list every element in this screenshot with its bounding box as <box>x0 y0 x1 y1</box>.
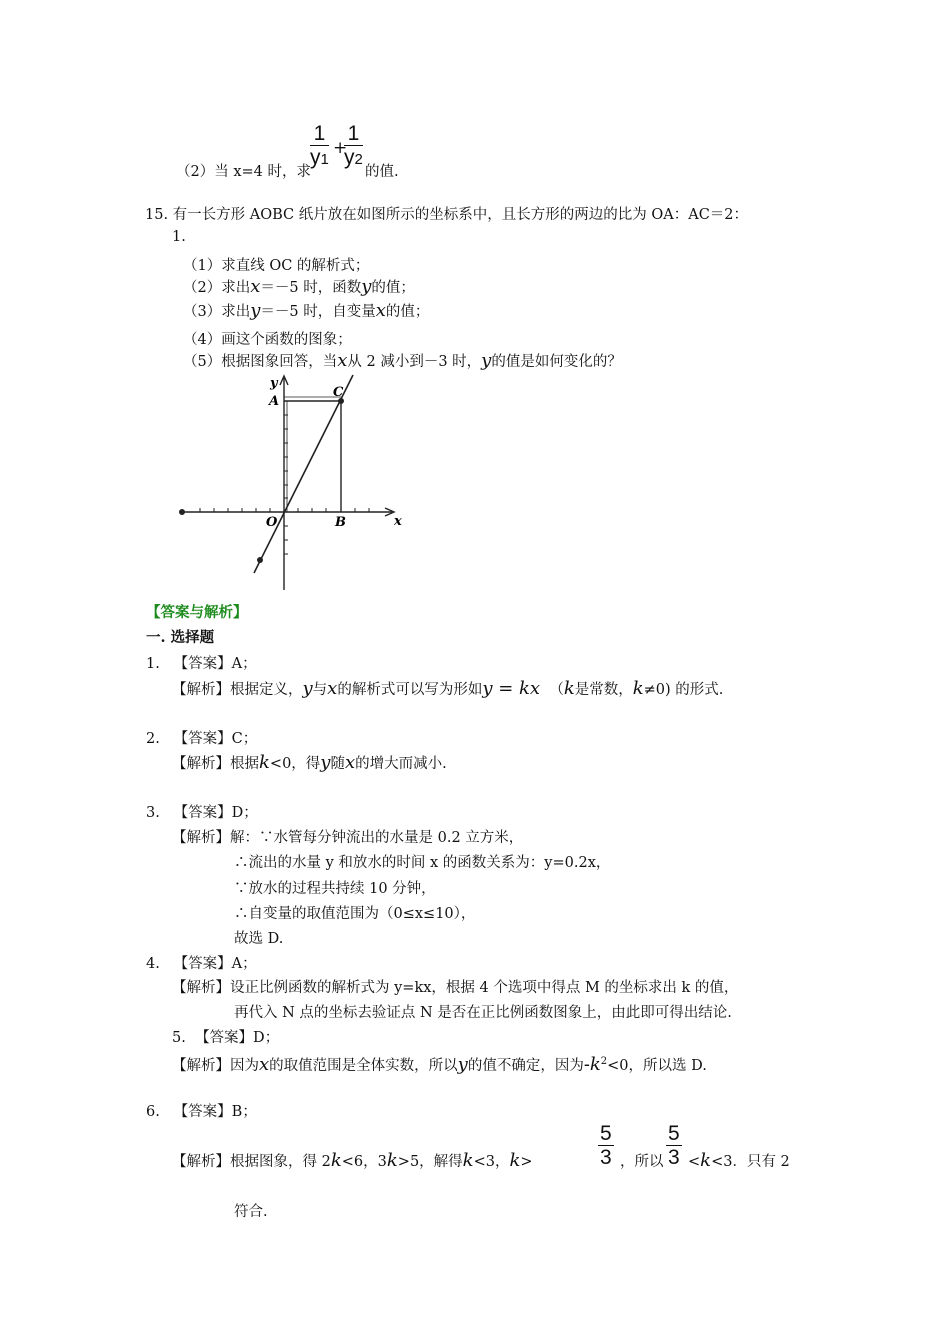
fraction-5-over-3-b: $\frac{5}{3}$ <box>668 1122 680 1170</box>
fraction-5-over-3-a: $\frac{5}{3}$ <box>600 1122 612 1170</box>
explanation-1: 【解析】根据定义，y与x的解析式可以写为形如y = kx （k是常数，k≠0) 的形式. <box>172 678 724 699</box>
q15-stem: 15. 有一长方形 AOBC 纸片放在如图所示的坐标系中，且长方形的两边的比为 OA：AC＝2： <box>145 207 749 223</box>
answer-6: 6. 【答案】B； <box>146 1104 257 1120</box>
q15-part1: （1）求直线 OC 的解析式； <box>183 258 370 274</box>
label-b: B <box>335 515 346 530</box>
q14-part2-prefix: （2）当 x=4 时，求 <box>176 164 311 180</box>
explanation-6-cont: 符合. <box>234 1204 268 1220</box>
label-c: C <box>333 385 344 400</box>
explanation-5: 【解析】因为x的取值范围是全体实数，所以y的值不确定，因为$-k^2<0$，所以选 D. <box>172 1054 707 1075</box>
q15-stem-cont: 1. <box>172 229 186 245</box>
explanation-2: 【解析】根据k<0，得y随x的增大而减小. <box>172 752 447 773</box>
label-o: O <box>266 515 278 530</box>
q15-part4: （4）画这个函数的图象； <box>183 332 352 348</box>
answer-4: 4. 【答案】A； <box>146 956 257 972</box>
section-choice: 一. 选择题 <box>146 629 215 646</box>
q14-part2-suffix: 的值. <box>365 164 399 180</box>
answer-1: 1. 【答案】A； <box>146 656 257 672</box>
point-left-dot <box>179 509 185 515</box>
plus-sign: + <box>333 138 348 158</box>
fraction-1-over-y1: $\frac{1}{y1}$ <box>310 122 329 170</box>
answer-3: 3. 【答案】D； <box>146 805 258 821</box>
label-y: y <box>270 376 278 391</box>
answers-heading: 【答案与解析】 <box>146 604 248 621</box>
answer-5: 5. 【答案】D； <box>172 1030 280 1046</box>
explanation-4-line2: 再代入 N 点的坐标去验证点 N 是否在正比例函数图象上，由此即可得出结论. <box>234 1005 732 1021</box>
answer-2: 2. 【答案】C； <box>146 731 258 747</box>
explanation-3-line5: 故选 D. <box>234 931 284 947</box>
fraction-1-over-y2: $\frac{1}{y2}$ <box>344 122 363 170</box>
point-lower-dot <box>257 557 263 563</box>
explanation-3-line1: 【解析】解：∵水管每分钟流出的水量是 0.2 立方米， <box>172 830 524 846</box>
explanation-3-line2: ∴流出的水量 y 和放水的时间 x 的函数关系为：y=0.2x， <box>234 855 611 871</box>
q15-part5: （5）根据图象回答，当x从 2 减小到－3 时，y的值是如何变化的？ <box>183 350 622 371</box>
q15-part3: （3）求出y＝－5 时，自变量x的值； <box>183 300 430 321</box>
explanation-3-line3: ∵放水的过程共持续 10 分钟， <box>234 881 436 897</box>
label-a: A <box>269 394 280 409</box>
label-x: x <box>394 514 402 529</box>
explanation-4-line1: 【解析】设正比例函数的解析式为 y=kx，根据 4 个选项中得点 M 的坐标求出 k 的值， <box>172 980 739 996</box>
q15-part2: （2）求出x＝－5 时，函数y的值； <box>183 276 415 297</box>
explanation-3-line4: ∴自变量的取值范围为（0≤x≤10）， <box>234 906 476 922</box>
q15-coordinate-figure <box>170 370 410 595</box>
